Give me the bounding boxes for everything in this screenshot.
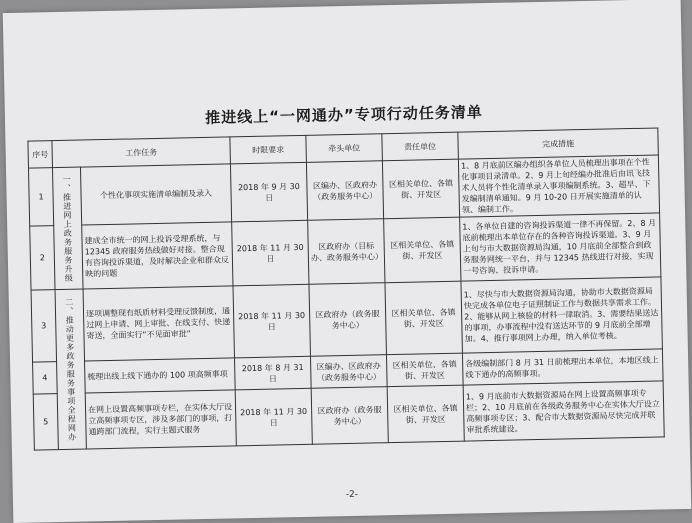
row-measures: 1、各单位自建的咨询投诉渠道一律不再保留。2、8 月底前梳理出本单位存在的各种咨询投诉渠道。3、9 月上旬与市大数据资源局沟通，10 月底前全部整合到政务服务网统一平台，并与 12345 热线进行对接，实现一号咨询、投诉申请。 (460, 213, 661, 281)
header-measures: 完成措施 (458, 128, 659, 159)
row-lead: 区政府办（目标办、政务服务中心） (308, 219, 385, 285)
header-deadline: 时限要求 (230, 135, 307, 164)
header-num: 序号 (28, 141, 53, 168)
row-deadline: 2018 年 11 月 30 日 (233, 284, 310, 358)
row-measures: 各级编制部门 8 月 31 日前梳理出本单位，本地区线上线下通办的高频事项。 (462, 349, 663, 385)
row-measures: 1、8 月底前区编办组织各单位人员梳理出事项在个性化事项目录清单。2、9 月上旬经编办批准后由讯飞技术人员将个性化清单录入事项编制系统。3、超早、下发编制清单通知。9 月 10-20 日开展实施清单的认领、编制工作。 (458, 155, 659, 217)
row-num: 3 (31, 290, 57, 362)
header-task: 工作任务 (52, 137, 231, 168)
task-table (27, 127, 664, 450)
page-number: -2- (345, 489, 359, 501)
row-num: 4 (33, 362, 58, 394)
page-title: 推进线上“一网通办”专项行动任务清单 (204, 103, 483, 127)
table-row (31, 277, 662, 362)
group-label: 二、推动更多政务服务事项全程网办 (55, 289, 86, 450)
row-task: 梳理出线上线下通办的 100 项高频事项 (85, 358, 236, 393)
row-lead: 区政府办（政务服务中心） (309, 283, 386, 357)
row-task: 建成全市统一的网上投诉受理系统，与 12345 政府服务热线做好对接。整合现有咨询投诉渠道，及时解决企业和群众反映的问题 (82, 222, 233, 289)
row-task: 个性化事项实施清单编制及录入 (80, 164, 231, 225)
row-resp: 区相关单位、各镇街、开发区 (382, 159, 459, 219)
row-lead: 区政府办（政务服务中心） (311, 387, 388, 445)
row-num: 1 (28, 168, 53, 226)
row-lead: 区编办、区政府办（政务服务中心） (310, 355, 387, 389)
row-resp: 区相关单位、各镇街、开发区 (387, 385, 464, 443)
row-deadline: 2018 年 11 月 30 日 (232, 220, 309, 286)
row-deadline: 2018 年 9 月 30 日 (230, 162, 307, 222)
row-num: 5 (33, 394, 58, 450)
row-measures: 1、9 月底前市大数据资源局在网上设置高频事项专栏；2、10 月底前在各级政务服务中心在实体大厅设立高频事项专区；3、配合市大数据资源局尽快完成并联审批系统建设。 (463, 381, 664, 441)
row-measures: 1、尽快与市大数据资源局沟通，协助市大数据资源局快完成各单位电子证照制证工作与数据共享需求工作。2、能够从网上核验的材料一律取消。3、需要结果送达的事项，办事流程中没有送达环节的 9 月底前全部增加。4、推行事项网上办理，纳入单位考核。 (461, 277, 662, 353)
row-task: 逐项调整现有纸质材料受理反馈制度，通过网上申请、网上审批、在线支付、快递寄送，全面实行“不见面审批” (83, 286, 234, 361)
header-lead: 牵头单位 (306, 134, 383, 163)
row-resp: 区相关单位、各镇街、开发区 (386, 353, 463, 387)
row-num: 2 (30, 226, 55, 290)
row-resp: 区相关单位、各镇街、开发区 (385, 281, 462, 355)
document-page (3, 0, 692, 523)
table-row (33, 381, 664, 450)
row-deadline: 2018 年 8 月 31 日 (235, 356, 312, 390)
row-deadline: 2018 年 11 月 30 日 (235, 388, 312, 446)
row-lead: 区编办、区政府办（政务服务中心） (306, 161, 383, 221)
header-resp: 责任单位 (382, 132, 459, 161)
group-label: 一、推进网上政务服务升级 (52, 167, 83, 290)
row-resp: 区相关单位、各镇街、开发区 (384, 217, 461, 283)
row-task: 在网上设置高频事项专栏，在实体大厅设立高频事项专区，涉及多部门的事项，打通跨部门流程，实行主题式服务 (85, 390, 236, 449)
